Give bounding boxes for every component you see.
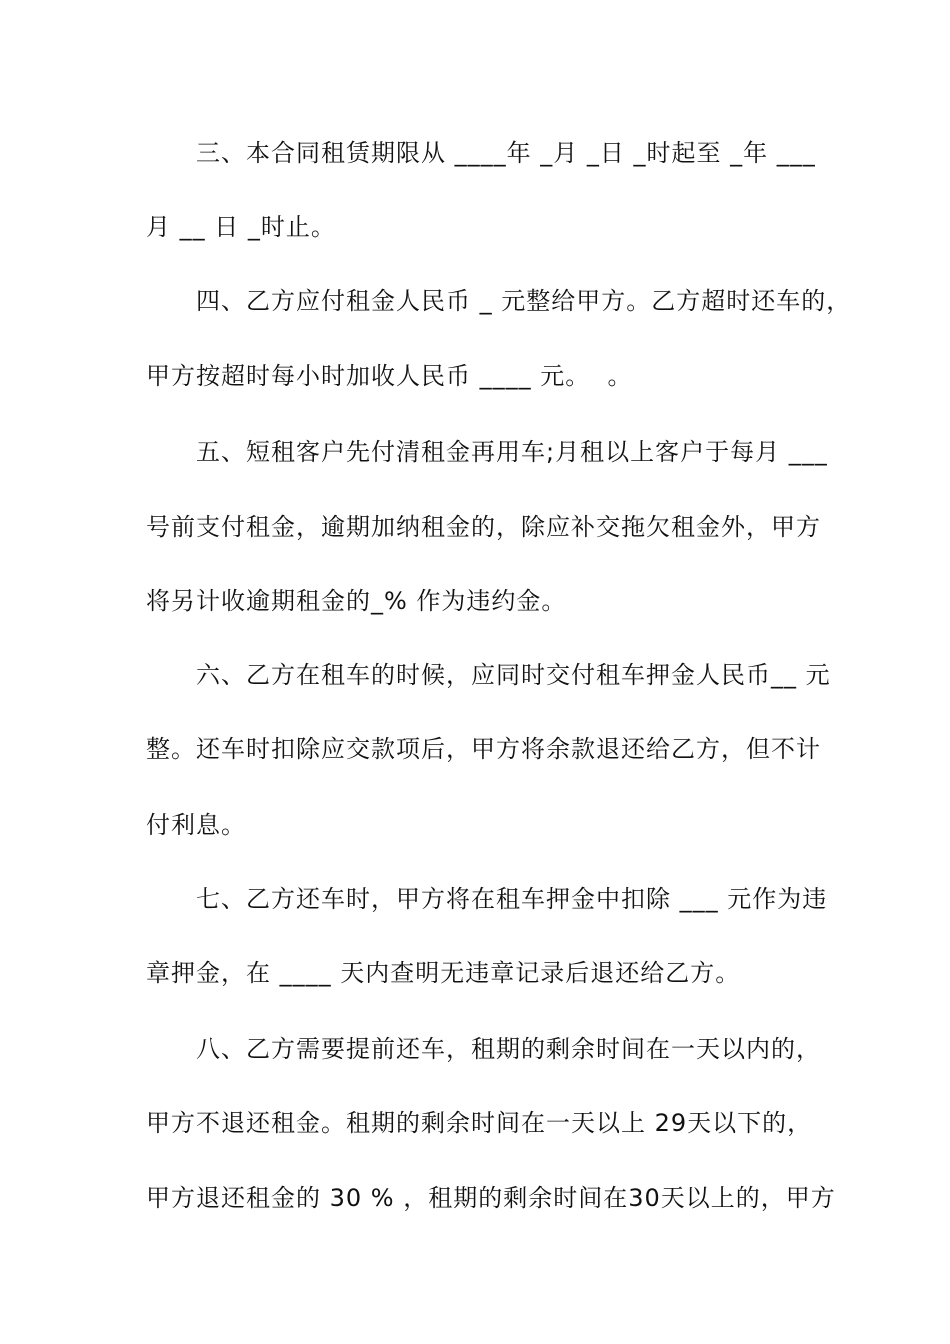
clause-8-line-2: 甲方不退还租金。租期的剩余时间在一天以上 29天以下的， [146, 1109, 813, 1137]
clause-7-line-1: 七、乙方还车时，甲方将在租车押金中扣除 ___ 元作为违 [196, 885, 828, 913]
clause-3-line-1: 三、本合同租赁期限从 ____年 _月 _日 _时起至 _年 ___ [196, 139, 816, 167]
clause-6-line-3: 付利息。 [146, 811, 246, 839]
clause-6-line-2: 整。还车时扣除应交款项后，甲方将余款退还给乙方，但不计 [146, 735, 821, 763]
clause-5-line-1: 五、短租客户先付清租金再用车;月租以上客户于每月 ___ [196, 438, 828, 466]
clause-8-line-3: 甲方退还租金的 30 % ，租期的剩余时间在30天以上的，甲方 [146, 1184, 836, 1212]
clause-7-line-2: 章押金，在 ____ 天内查明无违章记录后退还给乙方。 [146, 959, 741, 987]
clause-3-line-2: 月 __ 日 _时止。 [146, 213, 336, 241]
clause-4-line-2: 甲方按超时每小时加收人民币 ____ 元。 。 [146, 362, 633, 390]
clause-4-line-1: 四、乙方应付租金人民币 _ 元整给甲方。乙方超时还车的， [196, 287, 852, 315]
clause-6-line-1: 六、乙方在租车的时候，应同时交付租车押金人民币__ 元 [196, 661, 831, 689]
clause-8-line-1: 八、乙方需要提前还车，租期的剩余时间在一天以内的， [196, 1035, 821, 1063]
clause-5-line-2: 号前支付租金，逾期加纳租金的，除应补交拖欠租金外，甲方 [146, 513, 821, 541]
clause-5-line-3: 将另计收逾期租金的_% 作为违约金。 [146, 587, 567, 615]
